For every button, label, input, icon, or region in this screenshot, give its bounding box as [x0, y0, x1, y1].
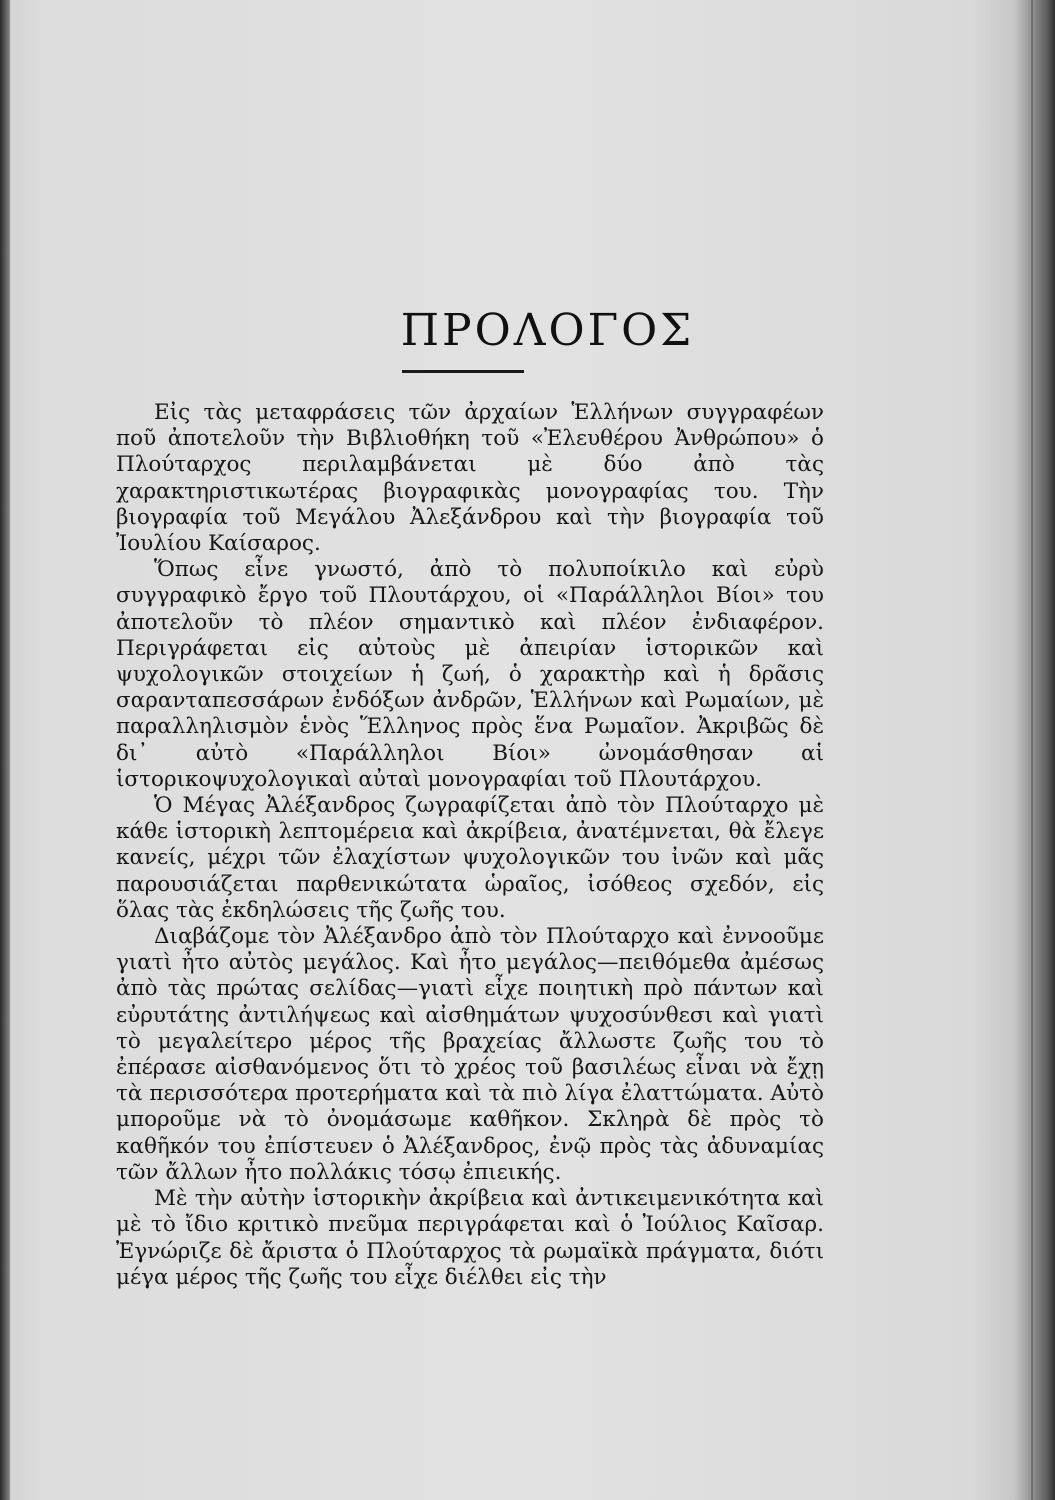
paragraph: Ὅπως εἶνε γνωστό, ἀπὸ τὸ πολυποίκιλο καὶ εὐρὺ συγγραφικὸ ἔργο τοῦ Πλουτάρχου, οἱ «Παράλληλοι Βίοι» του ἀποτελοῦν τὸ πλέον σημαντικὸ καὶ πλέον ἐνδιαφέρον. Περιγράφεται εἰς αὐτοὺς μὲ ἀπειρίαν ἱστορικῶν καὶ ψυχολογικῶν στοιχείων ἡ ζωή, ὁ χαρακτὴρ καὶ ἡ δρᾶσις σαρανταπεσσάρων ἐνδόξων ἀνδρῶν, Ἑλλήνων καὶ Ρωμαίων, μὲ παραλληλισμὸν ἑνὸς Ἕλληνος πρὸς ἕνα Ρωμαῖον. Ἀκριβῶς δὲ δι᾿ αὐτὸ «Παράλληλοι Βίοι» ὠνομάσθησαν αἱ ἱστορικοψυχολογικαὶ αὐταὶ μονογραφίαι τοῦ Πλουτάρχου.: [116, 557, 824, 792]
page-title: ΠΡΟΛΟΓΟΣ: [400, 305, 695, 356]
title-rule: [402, 370, 524, 373]
page-left-edge: [0, 0, 10, 1500]
page-right-edge: [1015, 0, 1055, 1500]
paragraph: Ὁ Μέγας Ἀλέξανδρος ζωγραφίζεται ἀπὸ τὸν Πλούταρχο μὲ κάθε ἱστορικὴ λεπτομέρεια καὶ ἀκρίβεια, ἀνατέμνεται, θὰ ἔλεγε κανείς, μέχρι τῶν ἐλαχίστων ψυχολογικῶν του ἰνῶν καὶ μᾶς παρουσιάζεται παρθενικώτατα ὡραῖος, ἰσόθεος σχεδόν, εἰς ὅλας τὰς ἐκδηλώσεις τῆς ζωῆς του.: [116, 793, 824, 923]
paragraph: Μὲ τὴν αὐτὴν ἱστορικὴν ἀκρίβεια καὶ ἀντικειμενικότητα καὶ μὲ τὸ ἴδιο κριτικὸ πνεῦμα περιγράφεται καὶ ὁ Ἰούλιος Καῖσαρ. Ἐγνώριζε δὲ ἄριστα ὁ Πλούταρχος τὰ ρωμαϊκὰ πράγματα, διότι μέγα μέρος τῆς ζωῆς του εἶχε διέλθει εἰς τὴν: [116, 1186, 824, 1290]
page-fold-line: [1031, 0, 1033, 1500]
body-text: [116, 400, 824, 1291]
paragraph: Εἰς τὰς μεταφράσεις τῶν ἀρχαίων Ἑλλήνων συγγραφέων ποῦ ἀποτελοῦν τὴν Βιβλιοθήκη τοῦ «Ἐλευθέρου Ἀνθρώπου» ὁ Πλούταρχος περιλαμβάνεται μὲ δύο ἀπὸ τὰς χαρακτηριστικωτέρας βιογραφικὰς μονογραφίας του. Τὴν βιογραφία τοῦ Μεγάλου Ἀλεξάνδρου καὶ τὴν βιογραφία τοῦ Ἰουλίου Καίσαρος.: [116, 400, 824, 557]
paragraph: Διαβάζομε τὸν Ἀλέξανδρο ἀπὸ τὸν Πλούταρχο καὶ ἐννοοῦμε γιατὶ ἦτο αὐτὸς μεγάλος. Καὶ ἦτο μεγάλος—πειθόμεθα ἀμέσως ἀπὸ τὰς πρώτας σελίδας—γιατὶ εἶχε ποιητικὴ πρὸ πάντων καὶ εὐρυτάτης ἀντιλήψεως καὶ αἰσθημάτων ψυχοσύνθεσι καὶ γιατὶ τὸ μεγαλείτερο μέρος τῆς βραχείας ἄλλωστε ζωῆς του τὸ ἐπέρασε αἰσθανόμενος ὅτι τὸ χρέος τοῦ βασιλέως εἶναι νὰ ἔχῃ τὰ περισσότερα προτερήματα καὶ τὰ πιὸ λίγα ἐλαττώματα. Αὐτὸ μποροῦμε νὰ τὸ ὀνομάσωμε καθῆκον. Σκληρὰ δὲ πρὸς τὸ καθῆκόν του ἐπίστευεν ὁ Ἀλέξανδρος, ἐνῷ πρὸς τὰς ἀδυναμίας τῶν ἄλλων ἦτο πολλάκις τόσῳ ἐπιεικής.: [116, 924, 824, 1185]
